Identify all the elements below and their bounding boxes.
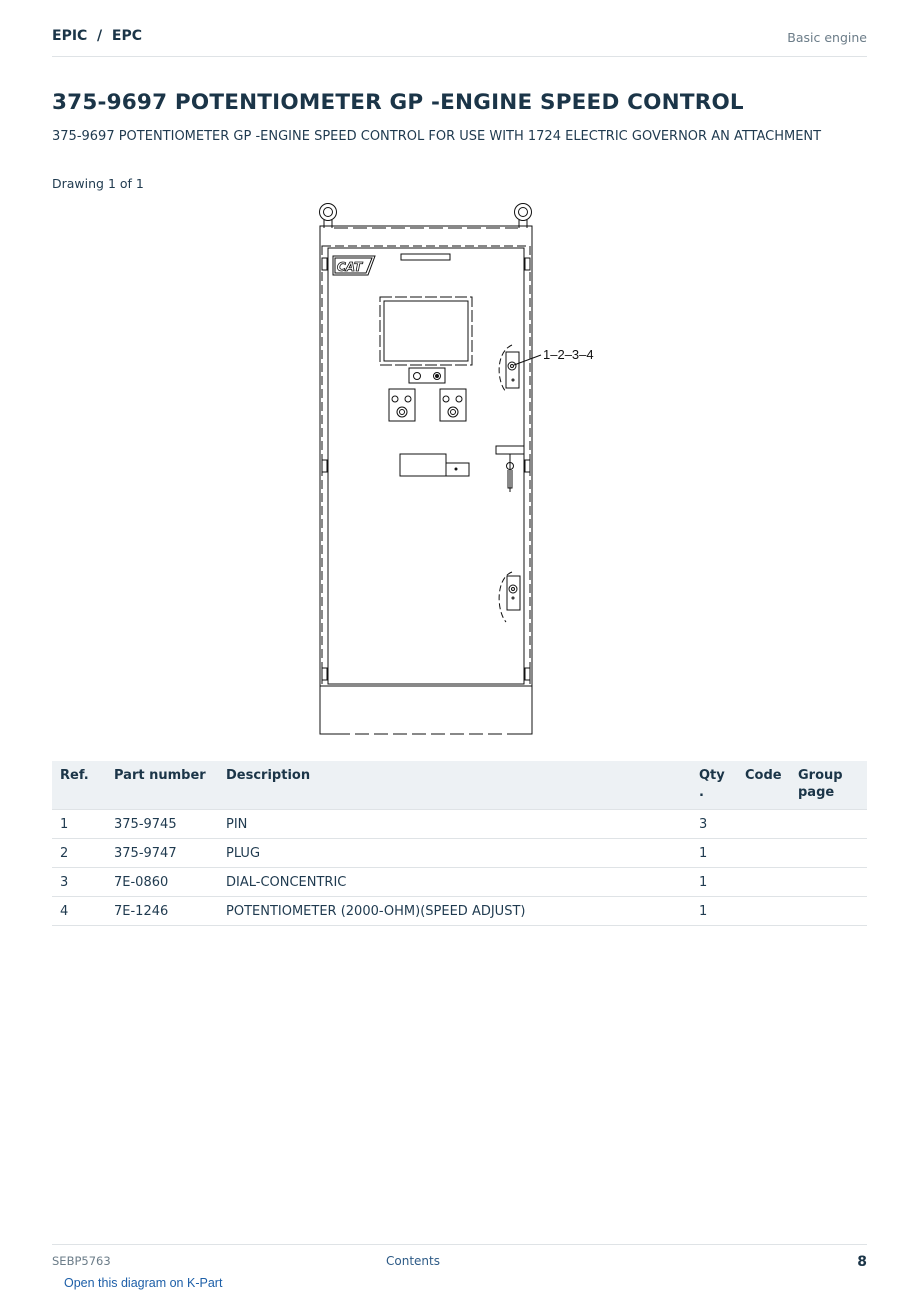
- table-header-row: [52, 761, 867, 810]
- cell-qty: 1: [691, 839, 737, 868]
- lifting-eye-right: [515, 204, 532, 229]
- page-footer: [52, 1244, 867, 1275]
- cabinet-outline: [320, 226, 532, 734]
- diagram-callout: 1–2–3–4: [543, 347, 594, 362]
- parts-diagram: [300, 198, 620, 738]
- col-code: Code: [737, 761, 790, 810]
- cell-group-page: [790, 810, 867, 839]
- cat-logo: [333, 256, 375, 275]
- cell-ref: 2: [52, 839, 106, 868]
- breadcrumb: EPIC / EPC: [52, 28, 143, 44]
- lifting-eye-left: [320, 204, 337, 229]
- cell-description: POTENTIOMETER (2000-OHM)(SPEED ADJUST): [218, 897, 691, 926]
- cell-part-number: 7E-0860: [106, 868, 218, 897]
- cell-description: DIAL-CONCENTRIC: [218, 868, 691, 897]
- cell-part-number: 7E-1246: [106, 897, 218, 926]
- cell-ref: 1: [52, 810, 106, 839]
- table-row: [52, 839, 867, 868]
- cell-ref: 4: [52, 897, 106, 926]
- cell-description: PLUG: [218, 839, 691, 868]
- table-row: [52, 897, 867, 926]
- col-ref: Ref.: [52, 761, 106, 810]
- page-number: 8: [857, 1254, 867, 1270]
- cell-description: PIN: [218, 810, 691, 839]
- display-window: [380, 297, 472, 365]
- table-row: [52, 810, 867, 839]
- parts-table: [52, 761, 867, 926]
- drawing-label: Drawing 1 of 1: [52, 176, 144, 191]
- col-part-number: Part number: [106, 761, 218, 810]
- cell-group-page: [790, 897, 867, 926]
- cell-qty: 1: [691, 897, 737, 926]
- col-description: Description: [218, 761, 691, 810]
- cell-part-number: 375-9745: [106, 810, 218, 839]
- cell-group-page: [790, 839, 867, 868]
- document-id: SEBP5763: [52, 1254, 111, 1268]
- cell-code: [737, 868, 790, 897]
- potentiometer-left: [389, 389, 415, 421]
- contents-link[interactable]: Contents: [386, 1254, 440, 1268]
- potentiometer-right: [440, 389, 466, 421]
- cell-qty: 1: [691, 868, 737, 897]
- page-subtitle: 375-9697 POTENTIOMETER GP -ENGINE SPEED CONTROL FOR USE WITH 1724 ELECTRIC GOVERNOR AN ATTACHMENT: [52, 129, 822, 144]
- col-qty: Qty .: [691, 761, 737, 810]
- page-header: [52, 28, 867, 57]
- col-group-page: Group page: [790, 761, 867, 810]
- cell-group-page: [790, 868, 867, 897]
- cell-code: [737, 839, 790, 868]
- cell-code: [737, 897, 790, 926]
- svg-text:CAT: CAT: [337, 260, 363, 274]
- cell-qty: 3: [691, 810, 737, 839]
- cell-part-number: 375-9747: [106, 839, 218, 868]
- cell-code: [737, 810, 790, 839]
- section-name: Basic engine: [787, 30, 867, 45]
- table-row: [52, 868, 867, 897]
- cell-ref: 3: [52, 868, 106, 897]
- open-in-kpart-link[interactable]: Open this diagram on K-Part: [64, 1276, 223, 1290]
- cabinet-door: [328, 248, 524, 684]
- page-title: 375-9697 POTENTIOMETER GP -ENGINE SPEED CONTROL: [52, 90, 744, 115]
